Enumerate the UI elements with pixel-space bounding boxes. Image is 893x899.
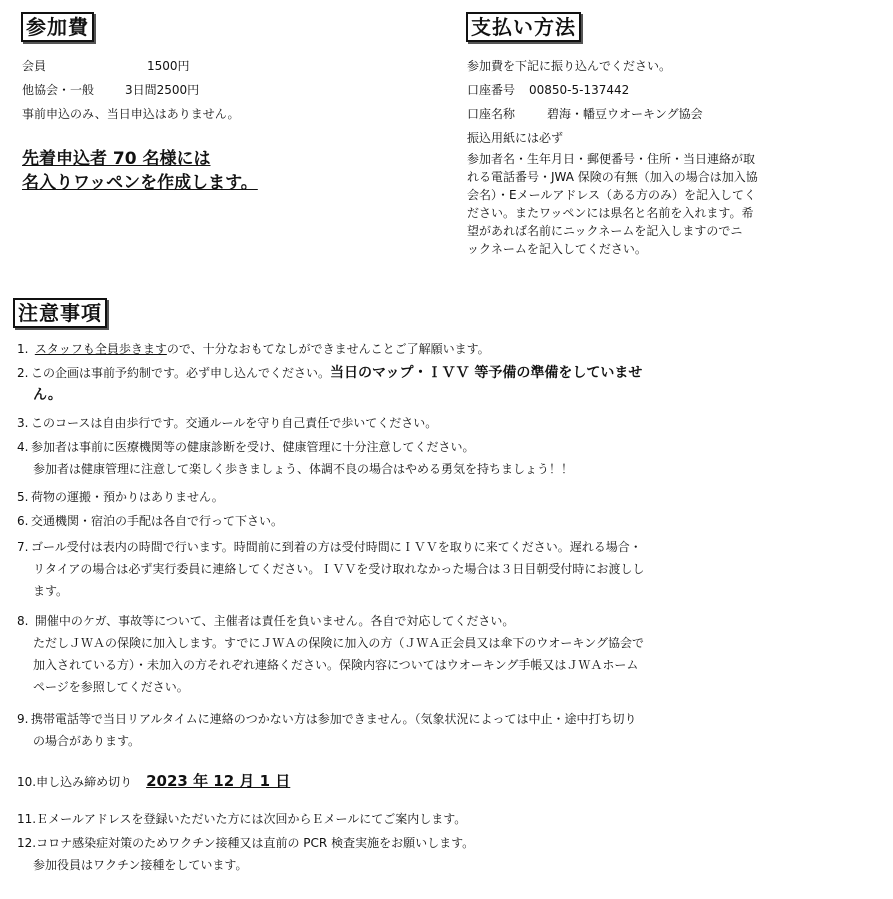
note-2: 2. この企画は事前予約制です。必ず申し込んでください。当日のマップ・ＩＶＶ 等予備の準備をしていませ ん。 <box>17 365 643 403</box>
note-11: 11.Ｅメールアドレスを登録いただいた方には次回からＥメールにてご案内します。 <box>17 812 467 826</box>
fee-heading: 参加費 <box>21 12 94 42</box>
payment-detail-line: 会名）・Eメールアドレス（ある方のみ）を記入してく <box>467 188 756 202</box>
member-price: 1500円 <box>147 59 190 73</box>
deadline-date: 2023 年 12 月 1 日 <box>146 772 291 790</box>
member-label: 会員 <box>22 59 47 73</box>
note-12: 12.コロナ感染症対策のためワクチン接種又は直前の PCR 検査実施をお願いします。 参加役員はワクチン接種をしています。 <box>17 836 475 872</box>
note-4: 4. 参加者は事前に医療機関等の健康診断を受け、健康管理に十分注意してください。 参加者は健康管理に注意して楽しく歩きましょう、体調不良の場合はやめる勇気を持ちましょう！！ <box>17 440 574 476</box>
note-9: 9. 携帯電話等で当日リアルタイムに連絡のつかない方は参加できません。（気象状況によっては中止・途中打ち切り の場合があります。 <box>17 712 637 748</box>
other-fee-row <box>22 82 199 98</box>
advance-only-note: 事前申込のみ、当日申込はありません。 <box>22 107 240 121</box>
note-6: 6. 交通機関・宿泊の手配は各自で行って下さい。 <box>17 514 284 528</box>
other-price: 3日間2500円 <box>125 83 200 97</box>
slip-note: 振込用紙には必ず <box>467 131 564 145</box>
account-name: 碧海・幡豆ウオーキング協会 <box>547 107 703 121</box>
payment-detail-line: 参加者名・生年月日・郵便番号・住所・当日連絡が取 <box>467 152 756 166</box>
payment-detail-line: れる電話番号・JWA 保険の有無（加入の場合は加入協 <box>467 170 758 184</box>
payment-detail-line: ださい。またワッペンには県名と名前を入れます。希 <box>467 206 754 220</box>
note-1-underlined: スタッフも全員歩きます <box>34 342 167 356</box>
payment-detail-line: 望があれば名前にニックネームを記入しますのでニ <box>467 224 743 238</box>
other-label: 他協会・一般 <box>22 83 95 97</box>
note-10: 10.申し込み締め切り 2023 年 12 月 1 日 <box>17 772 291 790</box>
note-1: 1. スタッフも全員歩きますので、十分なおもてなしができませんことご了解願います。 <box>17 342 490 356</box>
account-number: 00850-5-137442 <box>529 83 630 97</box>
badge-note-line2: 名入りワッペンを作成します。 <box>22 173 258 193</box>
payment-detail-line: ックネームを記入してください。 <box>467 242 647 256</box>
note-8: 8. 開催中のケガ、事故等について、主催者は責任を負いません。各自で対応してください。 ただしＪＷＡの保険に加入します。すでにＪＷＡの保険に加入の方（ＪＷＡ正会員又は傘下のウオーキング協会で 加入されている方）・未加入の方それぞれ連絡ください。保険内容についてはウオーキング手帳又はＪＷＡホーム ページを参照してください。 <box>17 614 645 694</box>
note-7: 7. ゴール受付は表内の時間で行います。時間前に到着の方は受付時間にＩＶＶを取りに来てください。遅れる場合・ リタイアの場合は必ず実行委員に連絡してください。ＩＶＶを受け取れなかった場合は３日目朝受付時にお渡しし ます。 <box>17 540 645 598</box>
note-3: 3. このコースは自由歩行です。交通ルールを守り自己責任で歩いてください。 <box>17 416 438 430</box>
account-name-row <box>467 106 703 122</box>
account-number-label: 口座番号 <box>467 83 516 97</box>
note-5: 5. 荷物の運搬・預かりはありません。 <box>17 490 224 504</box>
payment-instruction: 参加費を下記に振り込んでください。 <box>467 59 672 73</box>
payment-heading: 支払い方法 <box>466 12 581 42</box>
account-name-label: 口座名称 <box>467 107 516 121</box>
account-number-row <box>467 82 629 98</box>
badge-note-line1: 先着申込者 70 名様には <box>22 149 211 169</box>
notes-heading: 注意事項 <box>13 298 107 328</box>
member-fee-row <box>22 58 190 74</box>
